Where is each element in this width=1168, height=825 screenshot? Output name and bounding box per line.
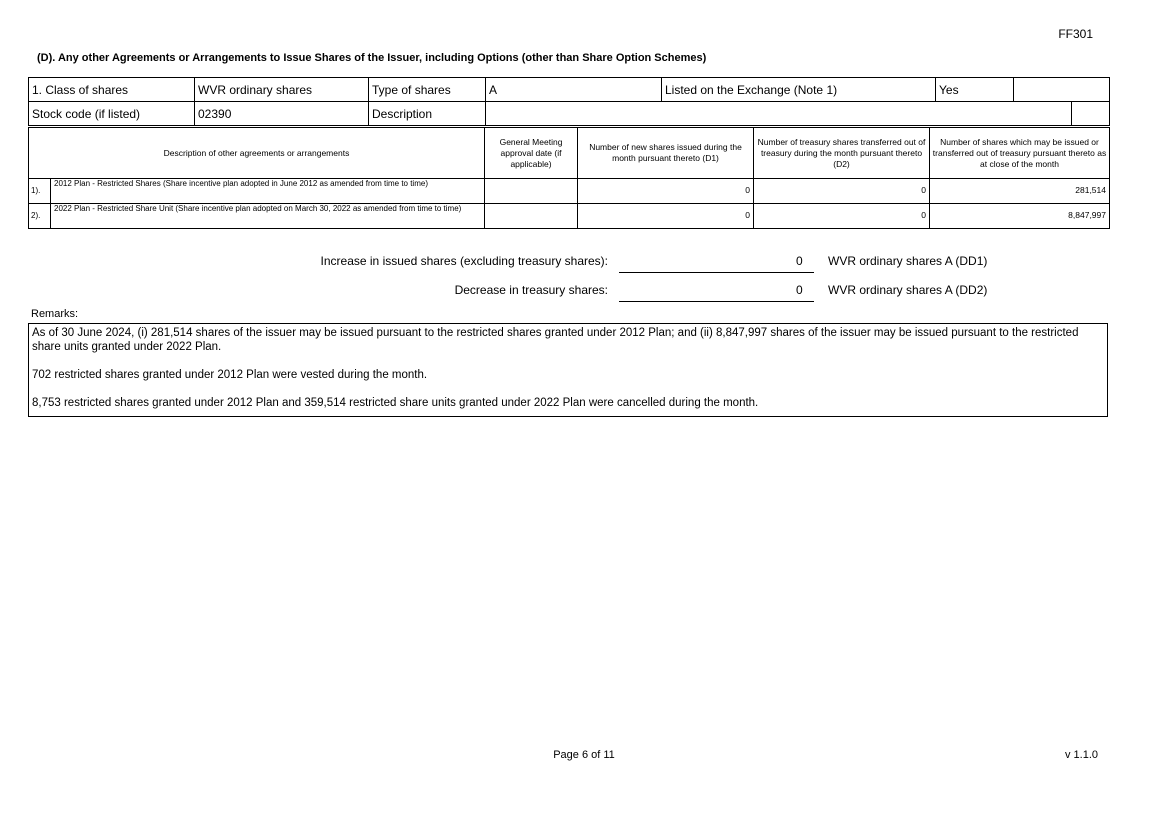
- increase-unit: WVR ordinary shares A (DD1): [828, 254, 988, 268]
- row-treasury-transferred: 0: [754, 204, 930, 229]
- share-info-table: [28, 77, 1110, 126]
- row-may-be-issued: 281,514: [930, 179, 1110, 204]
- stock-code-value: 02390: [195, 102, 369, 126]
- form-code: FF301: [1058, 27, 1093, 41]
- listed-on-exchange-value: Yes: [936, 78, 1014, 102]
- increase-value: 0: [796, 254, 803, 268]
- row-description: 2012 Plan - Restricted Shares (Share incentive plan adopted in June 2012 as amended from time to time): [51, 179, 485, 204]
- listed-on-exchange-label: Listed on the Exchange (Note 1): [662, 78, 936, 102]
- table-row: [29, 204, 1110, 229]
- row-description: 2022 Plan - Restricted Share Unit (Share incentive plan adopted on March 30, 2022 as amended from time to time): [51, 204, 485, 229]
- class-of-shares-value: WVR ordinary shares: [195, 78, 369, 102]
- row-approval-date: [485, 204, 578, 229]
- page-number: Page 6 of 11: [553, 749, 615, 761]
- header-description: Description of other agreements or arrangements: [29, 128, 485, 179]
- version-label: v 1.1.0: [1064, 749, 1098, 761]
- class-of-shares-label: 1. Class of shares: [29, 78, 195, 102]
- table-row: [29, 179, 1110, 204]
- header-may-be-issued: Number of shares which may be issued or transferred out of treasury pursuant thereto as at close of the month: [930, 128, 1110, 179]
- decrease-underline: [619, 301, 814, 302]
- decrease-label: Decrease in treasury shares:: [454, 283, 608, 297]
- remarks-paragraph: As of 30 June 2024, (i) 281,514 shares of the issuer may be issued pursuant to the restricted shares granted under 2012 Plan; and (ii) 8,847,997 shares of the issuer may be issued pursuant to the restricted share units granted under 2022 Plan.: [32, 327, 1079, 353]
- remarks-box: [28, 323, 1108, 417]
- header-new-shares: Number of new shares issued during the month pursuant thereto (D1): [578, 128, 754, 179]
- stock-code-label: Stock code (if listed): [29, 102, 195, 126]
- type-of-shares-value: A: [486, 78, 662, 102]
- description-label: Description: [369, 102, 486, 126]
- description-value: [486, 102, 1072, 126]
- row-index: 2).: [29, 204, 51, 229]
- increase-label: Increase in issued shares (excluding treasury shares):: [320, 254, 608, 268]
- blank-cell: [1072, 102, 1110, 126]
- decrease-unit: WVR ordinary shares A (DD2): [828, 283, 988, 297]
- decrease-value: 0: [796, 283, 803, 297]
- increase-underline: [619, 272, 814, 273]
- row-new-shares: 0: [578, 179, 754, 204]
- blank-cell: [1014, 78, 1110, 102]
- type-of-shares-label: Type of shares: [369, 78, 486, 102]
- row-may-be-issued: 8,847,997: [930, 204, 1110, 229]
- remarks-paragraph: 8,753 restricted shares granted under 2012 Plan and 359,514 restricted share units granted under 2022 Plan were cancelled during the month.: [32, 397, 759, 409]
- section-title: (D). Any other Agreements or Arrangements to Issue Shares of the Issuer, including Options (other than Share Option Schemes): [37, 52, 707, 64]
- header-approval-date: General Meeting approval date (if applicable): [485, 128, 578, 179]
- row-index: 1).: [29, 179, 51, 204]
- remarks-paragraph: 702 restricted shares granted under 2012 Plan were vested during the month.: [32, 369, 428, 381]
- header-treasury-transferred: Number of treasury shares transferred out of treasury during the month pursuant thereto (D2): [754, 128, 930, 179]
- agreements-table: [28, 127, 1110, 229]
- row-treasury-transferred: 0: [754, 179, 930, 204]
- remarks-label: Remarks:: [31, 308, 79, 320]
- row-approval-date: [485, 179, 578, 204]
- row-new-shares: 0: [578, 204, 754, 229]
